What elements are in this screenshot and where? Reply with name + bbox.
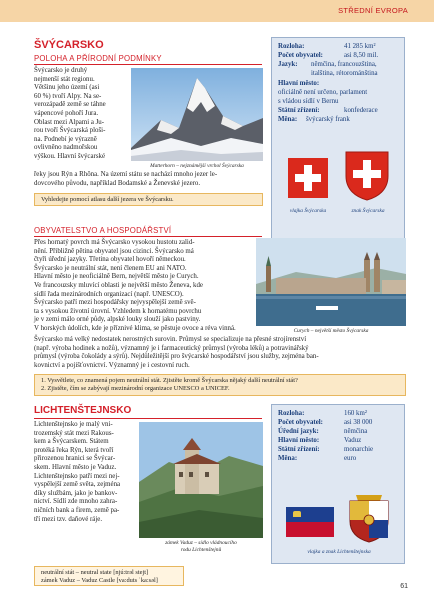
text-line: díky službám, jako je bankov- [34, 489, 118, 497]
text-line: na. Podnebí je výrazně [34, 135, 97, 143]
text-line: nění. Přibližně pětina obyvatel jsou cizinci. Švýcarsko má [34, 247, 194, 255]
text-line: Švýcarsko je neutrální stát, není členem EU ani NATO. [34, 264, 187, 272]
text-line: Většinu jeho území (asi [34, 84, 100, 92]
text-line: rou tvoří Švýcarská ploši- [34, 127, 106, 135]
page-number: 61 [400, 583, 408, 590]
text-line: Lichtenštejnsko je malý vni- [34, 421, 113, 428]
text-line: ničních bank a firem, země pa- [34, 506, 120, 514]
text-line: nejmenší stát regionu. [34, 75, 95, 83]
text-line: skem. Hlavní město je Vaduz. [34, 463, 117, 471]
liechtenstein-flags-caption: vlajka a znak Lichtenštejnska [307, 549, 371, 555]
text-line: trozemský stát mezi Rakous- [34, 429, 114, 437]
info-language-2: italština, rétorománština [311, 70, 378, 77]
info-capital: Hlavní město: [278, 80, 320, 87]
economy-subtitle: OBYVATELSTVO A HOSPODÁŘSTVÍ [34, 226, 172, 235]
swiss-emblem [344, 150, 390, 202]
text-line: ta s vysokou životní úrovní. Vzhledem k hornatému povrchu [34, 307, 202, 315]
switzerland-title: ŠVÝCARSKO [34, 39, 104, 51]
liechtenstein-text [34, 421, 131, 524]
subtitle-rule [34, 64, 262, 65]
info-population: Počet obyvatel: asi 38 000 [278, 419, 373, 426]
info-capital-1: oficiálně není určeno, parlament [278, 89, 368, 96]
text-line: čtyři úřední jazyky. Třetina obyvatel hovoří německou. [34, 256, 186, 264]
text-line: řeky jsou Rýn a Rhôna. Na území státu se nachází mnoho jezer le- [34, 171, 218, 178]
text-line: vápencové pohoří Jura. [34, 109, 99, 117]
text-line: tří mezi tzv. daňové ráje. [34, 515, 103, 523]
info-language: Jazyk: němčina, francouzština, [278, 61, 377, 68]
text-line: kovnictví a pojišťovnictví. Významný je i cestovní ruch. [34, 361, 190, 369]
info-currency: Měna: euro [278, 455, 357, 462]
text-line: V horských údolích, kde je příznivé klima, se pěstuje ovoce a réva vinná. [34, 324, 236, 332]
location-text-column [34, 67, 126, 162]
text-line: Přes hornatý povrch má Švýcarsko vysokou hustotu zalid- [34, 239, 195, 246]
switzerland-infobox [271, 37, 405, 250]
vaduz-castle-photo [139, 422, 263, 538]
info-government: Státní zřízení: monarchie [278, 446, 374, 453]
header-band [0, 0, 434, 22]
text-line: Švýcarsko je druhý [34, 67, 88, 74]
location-subtitle: POLOHA A PŘÍRODNÍ PODMÍNKY [34, 54, 162, 63]
text-line: Švýcarsko patří mezi hospodářsky nejvyspělejší země svě- [34, 299, 196, 307]
location-text-tail [34, 171, 263, 188]
glossary-item: zámek Vaduz – Vaduz Castle [va:duts ˈka:səl] [41, 577, 158, 585]
text-line: kem a Švýcarskem. Státem [34, 438, 109, 446]
text-line: nictví. Sídlí zde mnoho zahra- [34, 498, 118, 506]
text-line: vyspělejší země světa, zejména [34, 481, 121, 489]
liechtenstein-rule [34, 418, 262, 419]
info-population: Počet obyvatel: asi 8,50 mil. [278, 52, 379, 59]
vaduz-caption: zámek Vaduz – sídlo vládnoucího rodu Lichtenštejnů [165, 540, 237, 553]
liechtenstein-title: LICHTENŠTEJNSKO [34, 405, 132, 416]
info-language: Úřední jazyk: němčina [278, 428, 368, 435]
text-line: průmysl (výroba čokolády a sýrů). Nejdůležitější pro švýcarské hospodářství jsou služby, zejména ban- [34, 353, 319, 361]
glossary-box [34, 566, 184, 586]
text-line: Švýcarsko má velký nedostatek nerostných surovin. Průmysl se specializuje na přesné strojírenství [34, 336, 307, 343]
info-area: Rozloha: 160 km² [278, 410, 367, 417]
swiss-flag [288, 158, 328, 198]
swiss-emblem-caption: znak Švýcarska [351, 208, 385, 214]
info-area: Rozloha: 41 285 km² [278, 43, 376, 50]
text-line: Ve francouzsky mluvící oblasti je největší město Ženeva, kde [34, 281, 203, 289]
glossary-item: neutrální stát – neutral state [njú:trəl stejt] [41, 569, 149, 576]
section-label: STŘEDNÍ EVROPA [338, 6, 408, 15]
liechtenstein-infobox [271, 404, 405, 564]
text-line: Hlavní město je neoficiálně Bern, největší město je Curych. [34, 273, 199, 281]
text-line: Oblast mezi Alpami a Ju- [34, 118, 105, 126]
info-currency: Měna: švýcarský frank [278, 116, 350, 123]
economy-rule [34, 236, 262, 237]
text-line: 60 %) tvoří Alpy. Na se- [34, 92, 102, 100]
atlas-task-box: Vyhledejte pomocí atlasu další jezera ve Švýcarsku. [34, 193, 263, 206]
text-line: protéká řeka Rýn, která tvoří [34, 446, 114, 454]
text-line: verozápadě země se táhne [34, 101, 106, 109]
info-government: Státní zřízení: konfederace [278, 107, 378, 114]
question-1: 1. Vysvětlete, co znamená pojem neutrální stát. Zjistěte kromě Švýcarska nějaký další neutrální stát? [41, 377, 298, 384]
question-2: 2. Zjistěte, čím se zabývají mezinárodní organizace UNESCO a UNICEF. [41, 385, 230, 393]
text-line: je v zemi málo orné půdy, alpské louky slouží jako pastviny. [34, 316, 201, 324]
zurich-photo [256, 238, 406, 326]
swiss-flag-caption: vlajka Švýcarska [289, 208, 327, 214]
text-line: Lichtenštejnsko patří mezi nej- [34, 472, 120, 480]
matterhorn-caption: Matterhorn – nejznámější vrchol Švýcarska [150, 163, 244, 169]
questions-box [34, 374, 406, 396]
zurich-caption: Curych – největší město Švýcarska [293, 328, 369, 334]
text-line: přirozenou hranici se Švýcar- [34, 455, 116, 463]
liechtenstein-emblem [346, 489, 392, 543]
text-line: výškou. Hlavní švýcarské [34, 152, 105, 160]
text-line: ovlivněno nadmořskou [34, 144, 98, 152]
matterhorn-photo [131, 68, 263, 161]
info-capital: Hlavní město: Vaduz [278, 437, 362, 444]
liechtenstein-flag [286, 507, 334, 537]
text-line: (např. výroba hodinek a nožů), významný je i farmaceutický průmysl (výroba léků) a potravinářský [34, 344, 309, 352]
economy-text-column [34, 239, 260, 334]
text-line: dovcového původu, například Bodamské a Ženevské jezero. [34, 179, 201, 187]
text-line: sídlí řada mezinárodních organizací (např. UNESCO). [34, 290, 184, 298]
economy-text-full [34, 336, 406, 370]
info-capital-2: s vládou sídlí v Bernu [278, 98, 339, 105]
